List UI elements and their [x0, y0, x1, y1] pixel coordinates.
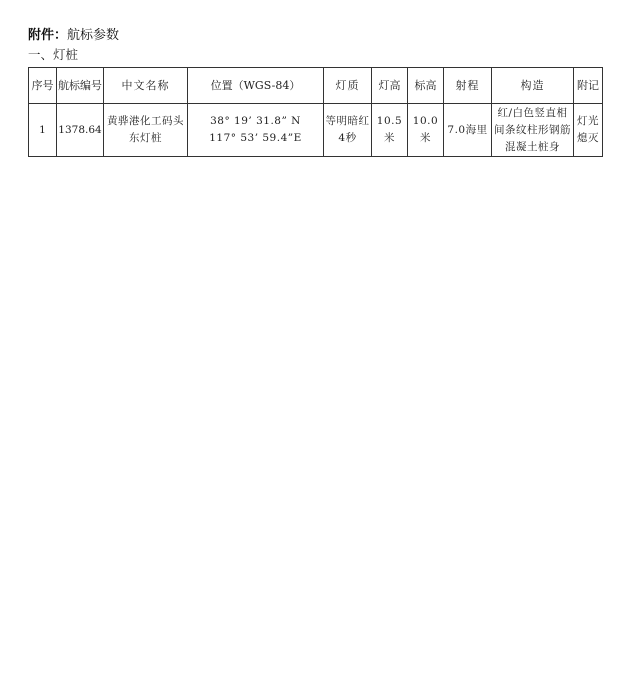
cell-light-height: 10.5米: [372, 104, 408, 157]
header-beacon-code: 航标编号: [57, 68, 104, 104]
cell-beacon-code: 1378.64: [57, 104, 104, 157]
cell-longitude: 117° 53’ 59.4”E: [209, 132, 302, 144]
table-row: [29, 104, 603, 157]
cell-chinese-name: 黄骅港化工码头东灯桩: [104, 104, 188, 157]
header-elevation: 标高: [408, 68, 444, 104]
table-header-row: [29, 68, 603, 104]
attachment-label: 附件：: [28, 28, 68, 43]
section-title: 一、灯桩: [28, 47, 79, 62]
cell-index: 1: [29, 104, 57, 157]
header-light-character: 灯质: [324, 68, 372, 104]
cell-range: 7.0海里: [444, 104, 492, 157]
cell-elevation: 10.0米: [408, 104, 444, 157]
cell-latitude: 38° 19’ 31.8” N: [210, 115, 301, 127]
header-chinese-name: 中文名称: [104, 68, 188, 104]
header-range: 射程: [444, 68, 492, 104]
cell-position: [188, 104, 324, 157]
header-light-height: 灯高: [372, 68, 408, 104]
cell-light-character: 等明暗红4秒: [324, 104, 372, 157]
header-structure: 构造: [492, 68, 574, 104]
header-remark: 附记: [574, 68, 603, 104]
header-position: 位置（WGS-84）: [188, 68, 324, 104]
cell-remark: 灯光熄灭: [574, 104, 603, 157]
attachment-title: 航标参数: [67, 28, 120, 43]
header-index: 序号: [29, 68, 57, 104]
cell-structure: 红/白色竖直相间条纹柱形钢筋混凝土桩身: [492, 104, 574, 157]
attachment-heading: [28, 27, 119, 45]
beacon-parameter-table: [28, 67, 603, 157]
